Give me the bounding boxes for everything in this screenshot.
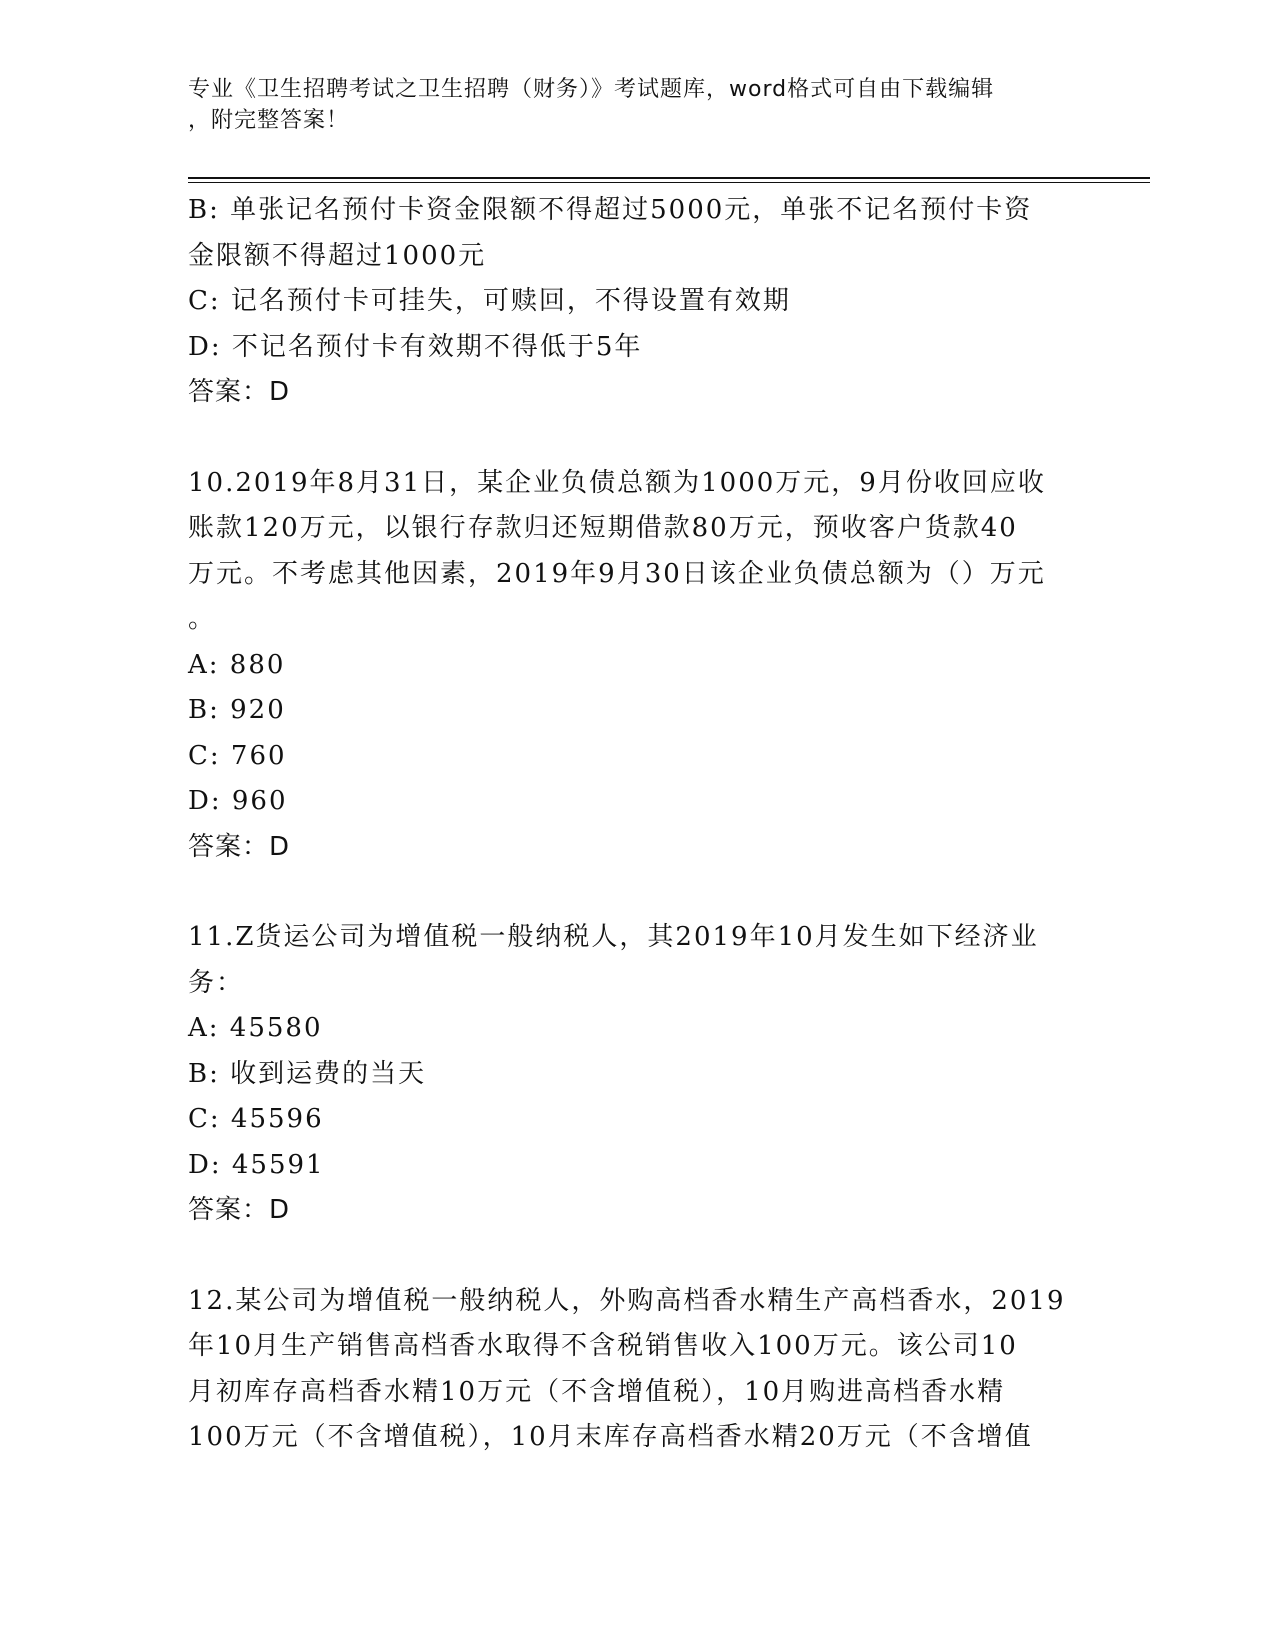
option-d: D: 45591	[188, 1149, 325, 1180]
option-b: B: 收到运费的当天	[188, 1058, 427, 1089]
header-divider-thick	[188, 177, 1150, 179]
answer-label: 答案：D	[188, 831, 291, 862]
document-header	[188, 74, 1068, 136]
question-stem-line-1: 12.某公司为增值税一般纳税人，外购高档香水精生产高档香水，2019	[188, 1285, 1066, 1316]
header-line-2: ，附完整答案！	[188, 108, 350, 133]
option-d: D: 不记名预付卡有效期不得低于5年	[188, 331, 643, 362]
question-content	[188, 188, 1088, 1461]
spacer	[188, 416, 1088, 461]
option-c: C: 记名预付卡可挂失，可赎回，不得设置有效期	[188, 286, 791, 316]
question-stem-line-3: 万元。不考虑其他因素，2019年9月30日该企业负债总额为（）万元	[188, 558, 1046, 589]
spacer	[188, 1234, 1088, 1279]
question-stem-line-2: 账款120万元，以银行存款归还短期借款80万元，预收客户货款40	[188, 513, 1018, 543]
question-12	[188, 1279, 1088, 1461]
option-c: C: 45596	[188, 1104, 324, 1134]
question-11	[188, 915, 1088, 1234]
question-10	[188, 461, 1088, 871]
question-stem-line-1: 11.Z货运公司为增值税一般纳税人，其2019年10月发生如下经济业	[188, 922, 1039, 952]
option-b: B: 920	[188, 695, 286, 725]
option-b-line-2: 金限额不得超过1000元	[188, 240, 487, 271]
question-stem-line-4: 100万元（不含增值税），10月末库存高档香水精20万元（不含增值	[188, 1422, 1033, 1452]
question-9	[188, 188, 1088, 416]
question-stem-line-3: 月初库存高档香水精10万元（不含增值税），10月购进高档香水精	[188, 1376, 1006, 1407]
question-stem-line-2: 年10月生产销售高档香水取得不含税销售收入100万元。该公司10	[188, 1331, 1018, 1361]
header-divider-thin	[188, 182, 1150, 183]
question-stem-line-2: 务：	[188, 967, 245, 998]
answer-label: 答案：D	[188, 1195, 291, 1225]
option-b-line-1: B: 单张记名预付卡资金限额不得超过5000元，单张不记名预付卡资	[188, 195, 1033, 225]
question-stem-line-1: 10.2019年8月31日，某企业负债总额为1000万元，9月份收回应收	[188, 467, 1046, 498]
option-c: C: 760	[188, 740, 287, 771]
option-a: A: 45580	[188, 1013, 323, 1043]
option-a: A: 880	[188, 649, 286, 680]
spacer	[188, 870, 1088, 915]
header-line-1: 专业《卫生招聘考试之卫生招聘（财务）》考试题库，word格式可自由下载编辑	[188, 77, 995, 102]
question-stem-line-4: 。	[188, 604, 217, 634]
option-d: D: 960	[188, 786, 288, 816]
answer-label: 答案：D	[188, 377, 291, 407]
